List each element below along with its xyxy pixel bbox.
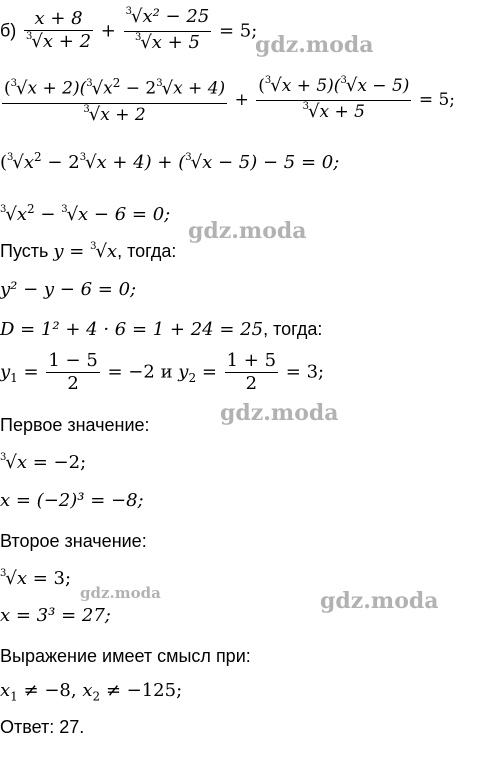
- substitution: Пусть y = $^3$√x, тогда:: [0, 241, 177, 262]
- quadratic-equation: y² − y − 6 = 0;: [0, 279, 137, 300]
- watermark: gdz.moda: [220, 400, 339, 426]
- watermark: gdz.moda: [255, 32, 374, 58]
- cube-root: $^3$√: [26, 30, 43, 52]
- first-value-heading: Первое значение:: [0, 415, 150, 435]
- watermark: gdz.moda: [320, 588, 439, 614]
- equation-reduced: $^3√x^2 - ^3√x - 6 = 0$;: [0, 202, 171, 225]
- problem-label: б): [0, 20, 17, 41]
- roots: $y_1$ = $\frac{1 - 5}{2}$ = −2 и $y_2$ = $\frac{1 + 5}{2}$ = 3;: [0, 350, 325, 394]
- fraction-3: $\frac{(^3√x + 2)(^3√x^2 - 2^3√x + 4)}{^3√x + 2}$: [2, 72, 227, 129]
- watermark: gdz.moda: [188, 218, 307, 244]
- answer: Ответ: 27.: [0, 717, 85, 737]
- fraction-5: $\frac{1 - 5}{2}$: [48, 350, 98, 394]
- cube-root: $^3$√: [125, 6, 143, 27]
- first-value-equation: $^3$√x = −2;: [0, 452, 87, 473]
- second-value-heading: Второе значение:: [0, 531, 147, 551]
- cube-root: $^3$√: [134, 32, 152, 53]
- fraction-1: $\frac{x + 8}{^3√x + 2}$: [24, 8, 93, 56]
- second-value-solution: x = 3³ = 27;: [0, 605, 111, 626]
- second-value-equation: $^3$√x = 3;: [0, 568, 72, 589]
- domain-conditions: $x_1 \ne -8$, $x_2 \ne -125$;: [0, 680, 183, 704]
- discriminant: D = 1² + 4 · 6 = 1 + 24 = 25, тогда:: [0, 319, 323, 340]
- equation-original: б) $\frac{x + 8}{^3√x + 2}$ + $\frac{^3√x^2 - 25}{^3√x + 5}$ = 5;: [0, 6, 257, 57]
- watermark: gdz.moda: [80, 584, 161, 602]
- fraction-6: $\frac{1 + 5}{2}$: [226, 350, 277, 394]
- equation-simplified: $(^3√x^2 - 2^3√x + 4) + (^3√x - 5) - 5 = 0$;: [0, 150, 340, 173]
- fraction-4: $\frac{(^3√x + 5)(^3√x - 5)}{^3√x + 5}$: [256, 75, 411, 126]
- domain-heading: Выражение имеет смысл при:: [0, 646, 251, 666]
- first-value-solution: x = (−2)³ = −8;: [0, 490, 144, 511]
- fraction-2: $\frac{^3√x^2 - 25}{^3√x + 5}$: [124, 6, 212, 57]
- equation-factored: $\frac{(^3√x + 2)(^3√x^2 - 2^3√x + 4)}{^3√x + 2}$ + $\frac{(^3√x + 5)(^3√x - 5)}{^3√x + 5}$ = 5;: [0, 72, 455, 129]
